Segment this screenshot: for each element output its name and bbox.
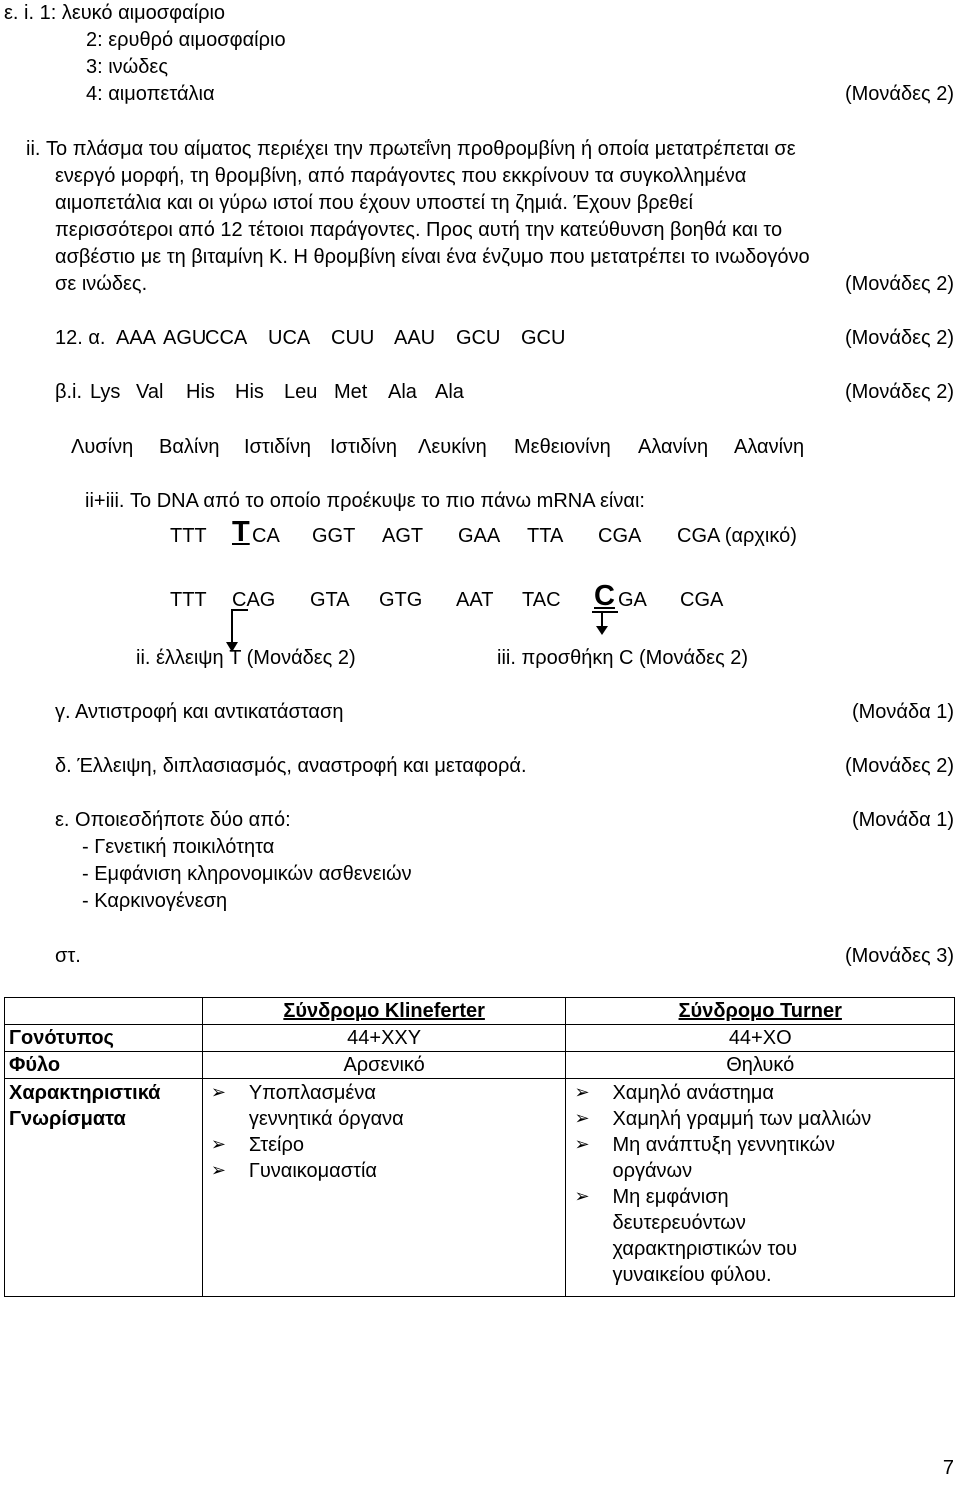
points-e: (Μονάδα 1)	[851, 809, 954, 831]
answer-st: στ.	[55, 945, 81, 967]
dna-mut-1: TTT	[170, 589, 207, 611]
dna-orig-2: CA	[252, 525, 280, 547]
codon-7: GCU	[456, 327, 501, 349]
answer-e-item-3: - Καρκινογένεση	[82, 890, 228, 912]
list-item: ➢ Υποπλασμένα γεννητικά όργανα	[207, 1080, 562, 1132]
row-label-genotype: Γονότυπος	[5, 1025, 203, 1052]
list-item: ➢ Γυναικομαστία	[207, 1158, 562, 1184]
dna-orig-1: TTT	[170, 525, 207, 547]
dna-mut-7: GA	[618, 589, 647, 611]
blood-item-1: ε. i. 1: λευκό αιμοσφαίριο	[4, 2, 226, 24]
table-row	[5, 1052, 955, 1079]
blood-item-3: 3: ινώδες	[86, 56, 168, 78]
list-item: ➢ Μη εμφάνιση δευτερευόντων χαρακτηριστικών του γυναικείου φύλου.	[570, 1184, 950, 1288]
table-row	[5, 1079, 955, 1297]
list-item: ➢ Μη ανάπτυξη γεννητικών οργάνων	[570, 1132, 950, 1184]
row-label-traits	[5, 1079, 203, 1297]
traits-klinefelter	[202, 1079, 566, 1297]
para-line-6: σε ινώδες.	[55, 273, 148, 295]
codon-3: CCA	[205, 327, 248, 349]
list-item: ➢ Χαμηλή γραμμή των μαλλιών	[570, 1106, 950, 1132]
table-row	[5, 1025, 955, 1052]
codon-6: AAU	[394, 327, 436, 349]
list-item: ➢ Χαμηλό ανάστημα	[570, 1080, 950, 1106]
answer-e: ε. Οποιεσδήποτε δύο από:	[55, 809, 291, 831]
aa-greek-3: Ιστιδίνη	[244, 436, 311, 458]
codon-4: UCA	[268, 327, 311, 349]
dna-mut-highlight-c: C	[594, 580, 615, 612]
aa-short-4: His	[235, 381, 264, 403]
aa-short-3: His	[186, 381, 215, 403]
insertion-label: iii. προσθήκη C (Μονάδες 2)	[497, 647, 749, 669]
header-turner: Σύνδρομο Turner	[566, 998, 955, 1025]
points-g: (Μονάδα 1)	[851, 701, 954, 723]
aa-greek-6: Μεθειονίνη	[514, 436, 611, 458]
sex-turner: Θηλυκό	[566, 1052, 955, 1079]
syndrome-table	[4, 997, 955, 1297]
dna-mut-4: GTG	[379, 589, 423, 611]
dna-orig-5: GAA	[458, 525, 501, 547]
codon-8: GCU	[521, 327, 566, 349]
aa-greek-2: Βαλίνη	[159, 436, 220, 458]
row-label-traits-1: Χαρακτηριστικά	[9, 1082, 161, 1104]
aa-greek-8: Αλανίνη	[734, 436, 805, 458]
traits-turner	[566, 1079, 955, 1297]
aa-greek-1: Λυσίνη	[71, 436, 134, 458]
blood-item-4: 4: αιμοπετάλια	[86, 83, 215, 105]
label-bi: β.i.	[55, 381, 83, 403]
aa-greek-7: Αλανίνη	[638, 436, 709, 458]
row-label-traits-2: Γνωρίσματα	[9, 1108, 126, 1130]
page-number: 7	[942, 1457, 954, 1479]
aa-greek-5: Λευκίνη	[418, 436, 487, 458]
aa-short-7: Ala	[388, 381, 417, 403]
dna-orig-highlight-t: T	[232, 516, 250, 548]
points-e-i: (Μονάδες 2)	[844, 83, 954, 105]
points-st: (Μονάδες 3)	[844, 945, 954, 967]
aa-short-1: Lys	[90, 381, 121, 403]
dna-mut-3: GTA	[310, 589, 350, 611]
codon-1: AAA	[116, 327, 157, 349]
codon-5: CUU	[331, 327, 375, 349]
para-line-3: αιμοπετάλια και οι γύρω ιστοί που έχουν υποστεί τη ζημιά. Έχουν βρεθεί	[55, 192, 693, 214]
label-12a: 12. α.	[55, 327, 106, 349]
aa-greek-4: Ιστιδίνη	[330, 436, 397, 458]
answer-d: δ. Έλλειψη, διπλασιασμός, αναστροφή και μεταφορά.	[55, 755, 527, 777]
dna-intro: ii+iii. Το DNA από το οποίο προέκυψε το πιο πάνω mRNA είναι:	[85, 490, 645, 512]
aa-short-6: Met	[334, 381, 368, 403]
dna-orig-4: AGT	[382, 525, 424, 547]
genotype-klinefelter: 44+XXY	[202, 1025, 566, 1052]
para-line-2: ενεργό μορφή, τη θρομβίνη, από παράγοντες που εκκρίνουν τα συγκολλημένα	[55, 165, 747, 187]
para-line-1: ii. Το πλάσμα του αίματος περιέχει την πρωτεΐνη προθρομβίνη ή οποία μετατρέπεται σε	[26, 138, 796, 160]
answer-e-item-2: - Εμφάνιση κληρονομικών ασθενειών	[82, 863, 412, 885]
answer-e-item-1: - Γενετική ποικιλότητα	[82, 836, 275, 858]
points-e-ii: (Μονάδες 2)	[844, 273, 954, 295]
dna-mut-8: CGA	[680, 589, 724, 611]
points-d: (Μονάδες 2)	[844, 755, 954, 777]
aa-short-8: Ala	[435, 381, 464, 403]
table-header-row	[5, 998, 955, 1025]
dna-orig-7: CGA	[598, 525, 642, 547]
codon-2: AGU	[163, 327, 207, 349]
dna-orig-8: CGA (αρχικό)	[677, 525, 797, 547]
points-bi: (Μονάδες 2)	[844, 381, 954, 403]
dna-mut-2: CAG	[232, 589, 276, 611]
deletion-label: ii. έλλειψη T (Μονάδες 2)	[136, 647, 356, 669]
para-line-4: περισσότεροι από 12 τέτοιοι παράγοντες. Προς αυτή την κατεύθυνση βοηθά και το	[55, 219, 783, 241]
dna-mut-6: TAC	[522, 589, 561, 611]
dna-orig-6: TTA	[527, 525, 564, 547]
list-item: ➢ Στείρο	[207, 1132, 562, 1158]
row-label-sex: Φύλο	[5, 1052, 203, 1079]
dna-mut-5: AAT	[456, 589, 494, 611]
blood-item-2: 2: ερυθρό αιμοσφαίριο	[86, 29, 286, 51]
genotype-turner: 44+XO	[566, 1025, 955, 1052]
dna-orig-3: GGT	[312, 525, 356, 547]
table-empty-cell	[5, 998, 203, 1025]
answer-g: γ. Αντιστροφή και αντικατάσταση	[55, 701, 344, 723]
aa-short-2: Val	[136, 381, 164, 403]
points-12a: (Μονάδες 2)	[844, 327, 954, 349]
header-klinefelter: Σύνδρομο Klineferter	[202, 998, 566, 1025]
para-line-5: ασβέστιο με τη βιταμίνη Κ. Η θρομβίνη είναι ένα ένζυμο που μετατρέπει το ινωδογόνο	[55, 246, 810, 268]
aa-short-5: Leu	[284, 381, 318, 403]
sex-klinefelter: Αρσενικό	[202, 1052, 566, 1079]
insertion-arrow-icon	[590, 610, 620, 636]
